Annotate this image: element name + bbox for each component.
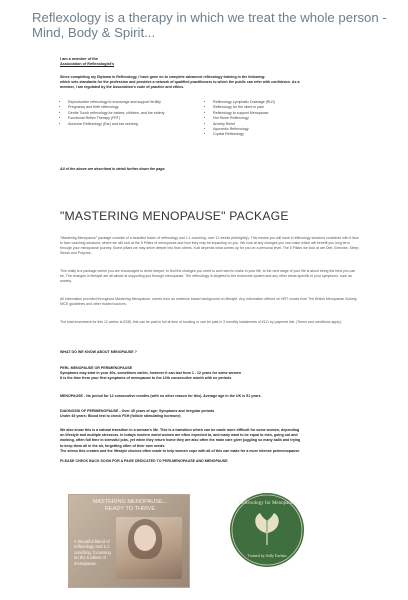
list-item: • Hot Stone Reflexology [213,116,350,121]
woman-photo [116,517,182,579]
list-item: • Auricular Reflexology (Ear) and ear seeding [68,122,205,127]
menopause-definition: MENOPAUSE - No period for 12 consecutive months (with no other reason for this). Average age in the UK is 51 years. [60,394,262,398]
package-paragraph-1: "Mastering Menopause" package consists of a beautiful fusion of reflexology and 1:1 coaching, over 12 weeks (fortnightly). This means you will have 6 reflexology sessions combined with 6 face to face coaching sessions, where we will look at the 5 Pillars of menopause and how they may be impacting on you. We look at any changes you can make which will benefit you long term through your menopause journey. Some pillars we may delve deeper into than others. It all depends what comes up for you on a personal level. The 5 Pillars we look at are Diet, Exercise, Sleep, Stress and Purpose. [60,236,360,255]
transition-line-2: on lifestyle and multiple stressors. In todays modern world women are often expected to, and many want to be equal to men, going out and [60,433,298,438]
check-back-notice: PLEASE CHECK BACK SOON FOR A PAGE DEDICATED TO PERI-MENOPAUSE AND MENOPAUSE [60,459,228,463]
trainings-list [60,100,350,138]
list-item: • Reproductive reflexology to encourage and support fertility [68,100,205,105]
peri-line-1: Symptoms may start in your 40s, sometimes earlier, however it can last from 1 - 12 years for some women [60,371,241,376]
peri-block [60,366,360,382]
membership-line: I am a member of the [60,57,98,61]
transition-line-1: We also know this is a natural transition in a woman's life. This is a transition which can be made more difficult for some women, depending [60,428,300,432]
association-link[interactable]: Association of Reflexologist's [60,62,115,66]
transition-line-4: to keep them all in the air, forgetting often of their own needs. [60,443,166,448]
list-item: • Anxiety Relief [213,122,350,127]
mastering-menopause-promo-image [68,494,190,588]
package-paragraph-4: The total investment for this 12 weeks is £335, this can be paid in full at time of booking or can be paid in 3 monthly instalments of £111 by payment link. (Terms and conditions apply). [60,320,342,324]
diagnosis-block [60,409,360,419]
list-item: • Reflexology for the client in pain [213,105,350,110]
promo-title-line-2: READY TO THRIVE [104,506,156,512]
menopause-info-heading: WHAT DO WE KNOW ABOUT MENOPAUSE ? [60,350,137,354]
package-paragraph-3: All information provided throughout Mastering Menopause, comes from an evidence based background on lifestyle. Any information offered on HRT comes from The British Menopause Society, NICE guidelines and other trusted sources. [60,297,358,306]
promo-text: A beautiful blend of reflexology and 1:1 coaching, focussing on the 5 pillars of menopause. [74,539,111,566]
list-item: • Reflexology to support Menopause [213,111,350,116]
transition-line-3: working, often full time in stressful jobs, yet when they return home they are also often the main care giver juggling so many balls and trying [60,438,301,443]
promo-title-line-1: MASTERING MENOPAUSE... [92,499,168,505]
list-item: • Ayurvedic Reflexology [213,127,350,132]
face-shape [134,525,156,551]
list-item: • Crystal Reflexology [213,132,350,137]
list-item: • Functional Reflex Therapy (FRT) [68,116,205,121]
reflexology-for-menopause-logo [230,493,304,567]
list-item: • Pregnancy and birth reflexology [68,105,205,110]
intro-line-1: Since completing my Diploma in Reflexology, I have gone on to complete advanced reflexology training in the following: [60,75,266,79]
trainings-right-column [205,100,350,138]
logo-text-bottom: Trained by Sally Earlam [247,553,287,558]
intro-line-3: member, I am regulated by the Association's code of practice and ethics. [60,85,185,90]
list-item: • Reflexology Lymphatic Drainage (RLD) [213,100,350,105]
page-title: Reflexology is a therapy in which we treat the whole person - Mind, Body & Spirit... [32,10,387,40]
transition-line-5: The stress this creates and the lifestyle choices often made to help women cope with all of this can make for a more intense perimenopause. [60,448,301,453]
peri-line-2: It is the time from your first symptoms of menopause to the 12th consecutive month with no periods [60,376,232,381]
peri-heading: PERI- MENOPAUSE OR PERIMENOPAUSE [60,366,133,370]
promo-title [75,499,185,513]
list-item: • Gentle Touch reflexology for babies, children, and the elderly [68,111,205,116]
transition-block [60,428,360,454]
diagnosis-heading: DIAGNOSIS OF PERIMENOPAUSE - Over 45 years of age: Symptoms and irregular periods [60,409,215,413]
trainings-note: All of the above are described in detail further down the page. [60,167,166,171]
membership-block [60,57,360,67]
package-heading: "MASTERING MENOPAUSE" PACKAGE [60,209,289,223]
intro-block [60,75,360,91]
trainings-left-column [60,100,205,138]
package-paragraph-2: This really is a package where you are encouraged to delve deeper, to find the changes you need to and need to make in your life, to the next stage of your life is about being the best you can be. The changes in lifestyle are all aimed at supporting you through menopause. The reflexology is targeted to the endocrine system and any other areas specific to your symptoms, such as anxiety. [60,269,356,283]
logo-text-top: Reflexology for Menopause [238,501,296,506]
diagnosis-line: Under 45 years: Blood test to check FSH (follicle stimulating hormone) [60,414,181,419]
intro-line-2: which sets standards for the profession and provides a network of qualified practitioners to which the public can refer with confidence. As a [60,80,300,85]
